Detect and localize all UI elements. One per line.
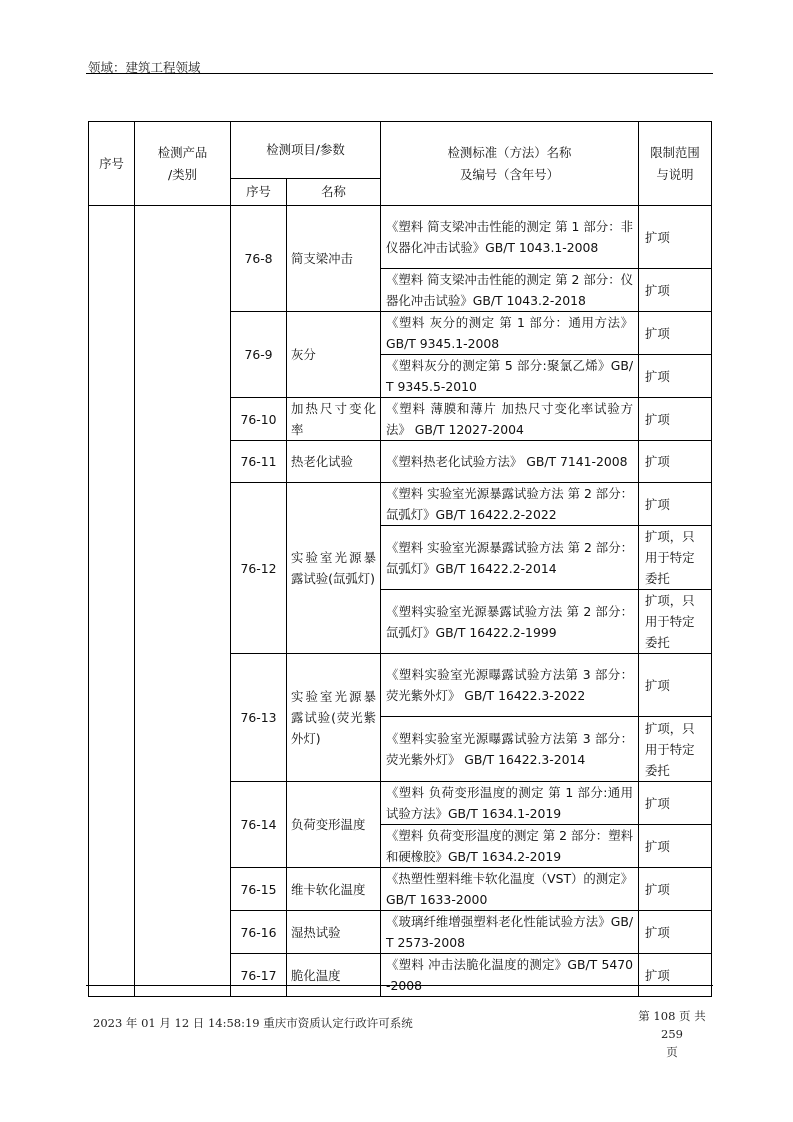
header-domain: 领域：建筑工程领域 — [88, 60, 201, 75]
item-name: 热老化试验 — [287, 441, 381, 483]
header-standard: 检测标准（方法）名称 及编号（含年号） — [381, 122, 639, 206]
limit-text: 扩项 — [639, 398, 712, 441]
limit-text: 扩项 — [639, 483, 712, 526]
footer-page: 第 108 页 共 259 页 — [638, 1009, 706, 1059]
standard-text: 《塑料实验室光源曝露试验方法第 3 部分：荧光紫外灯》 GB/T 16422.3-2014 — [381, 717, 639, 782]
header-seq: 序号 — [89, 122, 135, 206]
limit-text: 扩项 — [639, 206, 712, 269]
limit-text: 扩项 — [639, 868, 712, 911]
limit-text: 扩项 — [639, 911, 712, 954]
standard-text: 《塑料 简支梁冲击性能的测定 第 2 部分：仪器化冲击试验》GB/T 1043.2-2018 — [381, 269, 639, 312]
standard-text: 《塑料灰分的测定第 5 部分:聚氯乙烯》GB/T 9345.5-2010 — [381, 355, 639, 398]
item-name: 灰分 — [287, 312, 381, 398]
standard-text: 《玻璃纤维增强塑料老化性能试验方法》GB/T 2573-2008 — [381, 911, 639, 954]
header-item: 检测项目/参数 — [231, 122, 381, 179]
standard-text: 《塑料热老化试验方法》 GB/T 7141-2008 — [381, 441, 639, 483]
cell-seq — [89, 206, 135, 997]
item-name: 实验室光源暴露试验(氙弧灯) — [287, 483, 381, 654]
header-item-seq: 序号 — [231, 179, 287, 206]
header-product: 检测产品 /类别 — [135, 122, 231, 206]
header-limit: 限制范围 与说明 — [639, 122, 712, 206]
limit-text: 扩项 — [639, 954, 712, 997]
standard-text: 《塑料 灰分的测定 第 1 部分：通用方法》 GB/T 9345.1-2008 — [381, 312, 639, 355]
standard-text: 《塑料实验室光源暴露试验方法 第 2 部分：氙弧灯》GB/T 16422.2-1999 — [381, 590, 639, 654]
standard-text: 《塑料 实验室光源暴露试验方法 第 2 部分：氙弧灯》GB/T 16422.2-2022 — [381, 483, 639, 526]
item-name: 湿热试验 — [287, 911, 381, 954]
standard-text: 《塑料实验室光源曝露试验方法第 3 部分：荧光紫外灯》 GB/T 16422.3-2022 — [381, 654, 639, 717]
footer-rule — [86, 985, 713, 986]
item-number: 76-15 — [231, 868, 287, 911]
limit-text: 扩项 — [639, 355, 712, 398]
limit-text: 扩项 — [639, 825, 712, 868]
limit-text: 扩项 — [639, 654, 712, 717]
item-number: 76-13 — [231, 654, 287, 782]
limit-text: 扩项 — [639, 312, 712, 355]
item-name: 实验室光源暴露试验(荧光紫外灯) — [287, 654, 381, 782]
item-name: 负荷变形温度 — [287, 782, 381, 868]
standard-text: 《热塑性塑料维卡软化温度（VST）的测定》GB/T 1633-2000 — [381, 868, 639, 911]
header-rule — [86, 73, 713, 74]
limit-text: 扩项，只用于特定委托 — [639, 526, 712, 590]
limit-text: 扩项 — [639, 269, 712, 312]
limit-text: 扩项 — [639, 782, 712, 825]
standard-text: 《塑料 薄膜和薄片 加热尺寸变化率试验方法》 GB/T 12027-2004 — [381, 398, 639, 441]
limit-text: 扩项，只用于特定委托 — [639, 590, 712, 654]
item-number: 76-9 — [231, 312, 287, 398]
item-name: 脆化温度 — [287, 954, 381, 997]
footer-timestamp: 2023 年 01 月 12 日 14:58:19 重庆市资质认定行政许可系统 — [93, 1016, 413, 1030]
item-number: 76-16 — [231, 911, 287, 954]
standard-text: 《塑料 简支梁冲击性能的测定 第 1 部分：非仪器化冲击试验》GB/T 1043.1-2008 — [381, 206, 639, 269]
header-item-name: 名称 — [287, 179, 381, 206]
item-number: 76-17 — [231, 954, 287, 997]
standard-text: 《塑料 冲击法脆化温度的测定》GB/T 5470-2008 — [381, 954, 639, 997]
item-number: 76-10 — [231, 398, 287, 441]
table-row — [89, 206, 712, 269]
limit-text: 扩项，只用于特定委托 — [639, 717, 712, 782]
item-number: 76-8 — [231, 206, 287, 312]
standard-text: 《塑料 负荷变形温度的测定 第 1 部分:通用试验方法》GB/T 1634.1-2019 — [381, 782, 639, 825]
item-name: 维卡软化温度 — [287, 868, 381, 911]
limit-text: 扩项 — [639, 441, 712, 483]
item-number: 76-12 — [231, 483, 287, 654]
item-number: 76-14 — [231, 782, 287, 868]
item-name: 加热尺寸变化率 — [287, 398, 381, 441]
item-number: 76-11 — [231, 441, 287, 483]
cell-product — [135, 206, 231, 997]
item-name: 简支梁冲击 — [287, 206, 381, 312]
standard-text: 《塑料 负荷变形温度的测定 第 2 部分：塑料和硬橡胶》GB/T 1634.2-2019 — [381, 825, 639, 868]
standard-text: 《塑料 实验室光源暴露试验方法 第 2 部分：氙弧灯》GB/T 16422.2-2014 — [381, 526, 639, 590]
scope-table — [88, 121, 712, 997]
